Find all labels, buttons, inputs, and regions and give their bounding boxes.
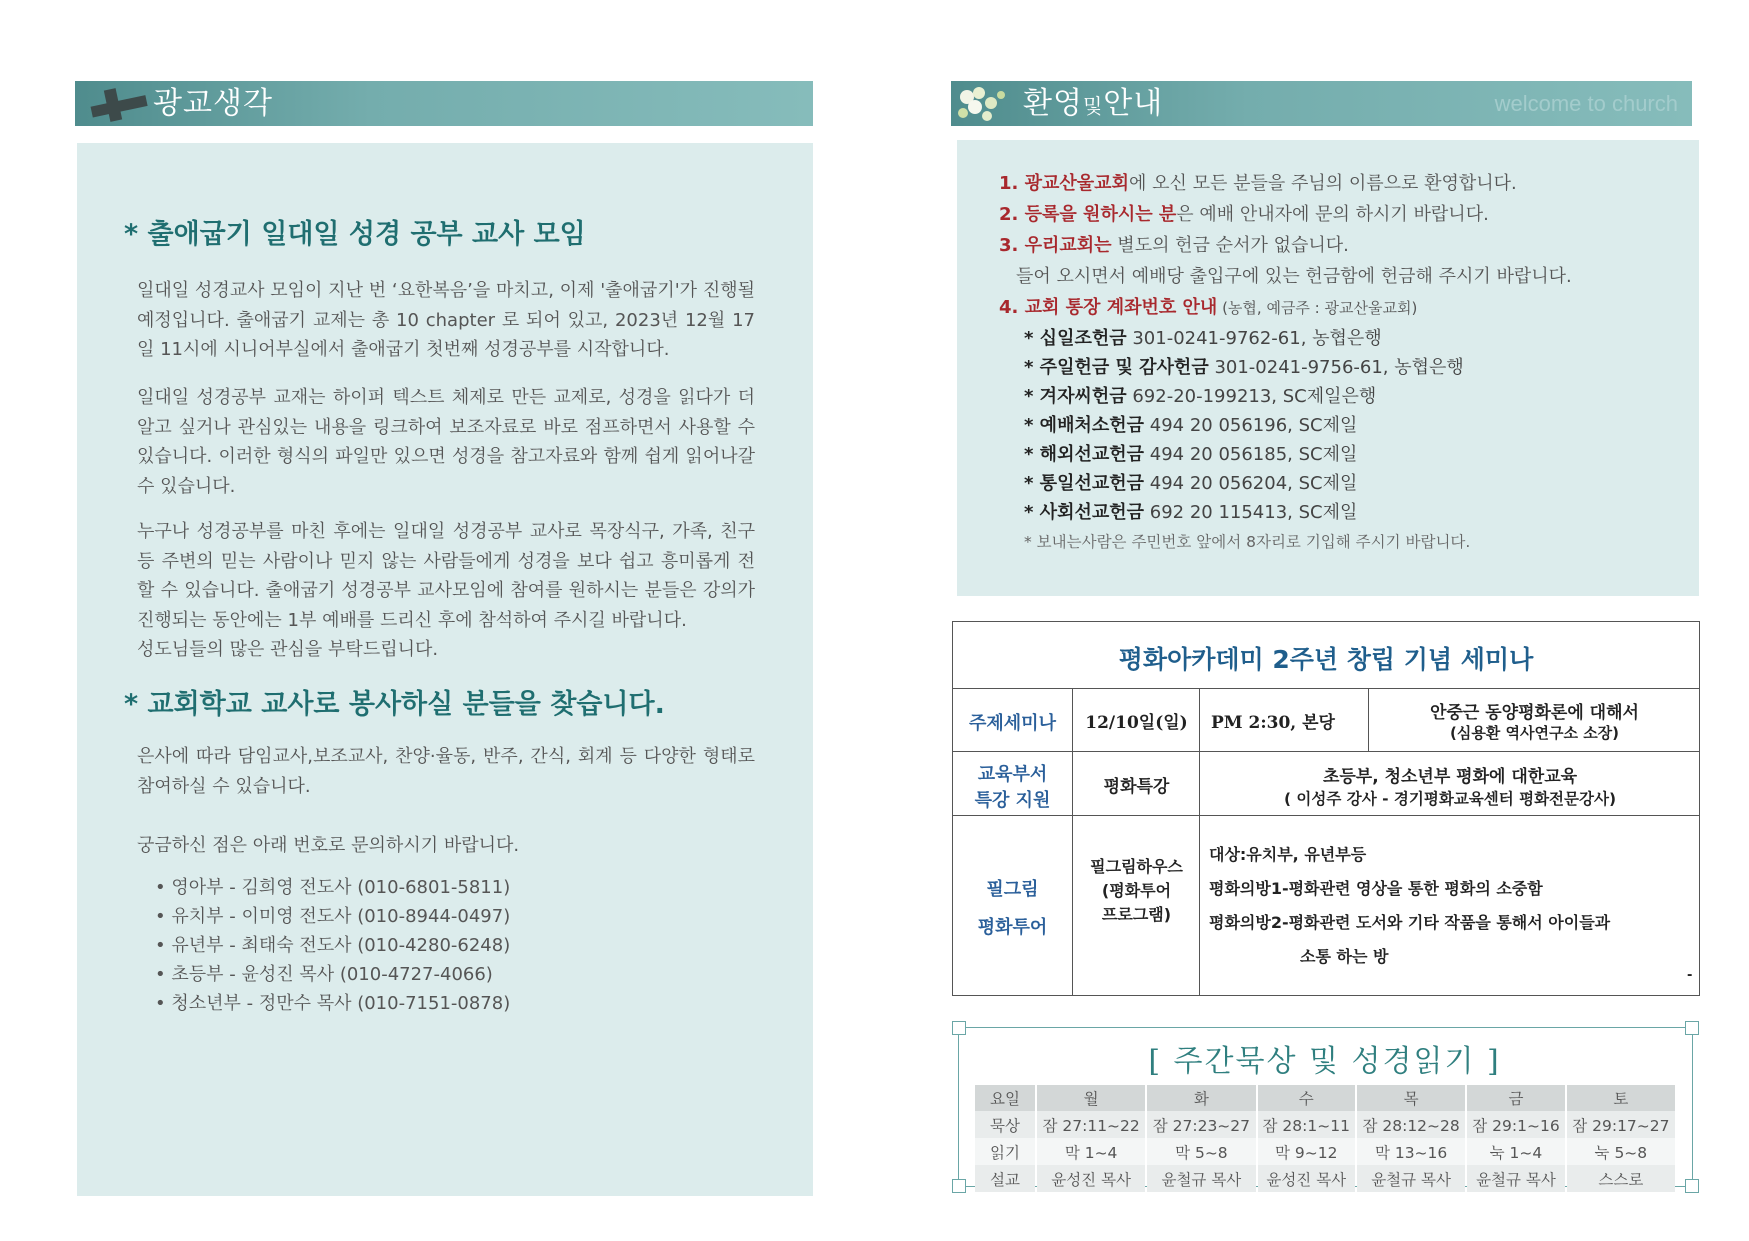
welcome-item-4: 4. 교회 통장 계좌번호 안내 (농협, 예금주 : 광교산울교회) [999, 297, 1418, 318]
flower-icon [953, 83, 1013, 125]
row3-place-line1: 필그림하우스 [1090, 857, 1183, 876]
list-item: • 초등부 - 윤성진 목사 (010-4727-4066) [155, 964, 493, 985]
row1-topic: 안중근 동양평화론에 대해서 [1430, 703, 1639, 723]
row-divider [953, 688, 1699, 689]
table-cell: 눅 5~8 [1567, 1138, 1675, 1165]
row3-label-line1: 필그림 [986, 879, 1039, 900]
table-cell: 윤철규 목사 [1467, 1165, 1564, 1192]
row-divider [953, 815, 1699, 816]
list-item: • 유년부 - 최태숙 전도사 (010-4280-6248) [155, 935, 511, 956]
weekly-table [973, 1085, 1677, 1192]
row3-place-line2: (평화투어 [1101, 881, 1172, 900]
account-row: * 주일헌금 및 감사헌금 301-0241-9756-61, 농협은행 [1024, 357, 1464, 378]
section2-paragraph: 은사에 따라 담임교사,보조교사, 찬양·율동, 반주, 간식, 회계 등 다양한 형태로 참여하실 수 있습니다. [137, 746, 755, 797]
col-divider [1368, 688, 1369, 751]
table-cell: 막 9~12 [1258, 1138, 1355, 1165]
table-header-cell: 화 [1147, 1085, 1255, 1111]
row1-label: 주제세미나 [969, 713, 1056, 734]
account-row: * 사회선교헌금 692 20 115413, SC제일 [1024, 502, 1358, 523]
left-header-bar [75, 81, 813, 126]
corner-ornament-icon [1685, 1179, 1699, 1193]
table-header-cell: 수 [1258, 1085, 1355, 1111]
table-header-cell: 월 [1037, 1085, 1145, 1111]
section1-paragraph-4: 성도님들의 많은 관심을 부탁드립니다. [137, 639, 439, 660]
row3-label-line2: 평화투어 [977, 917, 1048, 938]
row1-time: PM 2:30, 본당 [1211, 713, 1335, 733]
row1-date: 12/10일(일) [1085, 713, 1188, 733]
left-header-title: 광교생각 [153, 86, 273, 121]
col-divider [1199, 688, 1200, 995]
header-title-main: 환영 [1023, 86, 1083, 121]
list-item: • 영아부 - 김희영 전도사 (010-6801-5811) [155, 877, 511, 898]
corner-ornament-icon [1685, 1021, 1699, 1035]
corner-ornament-icon [952, 1179, 966, 1193]
table-cell: 묵상 [975, 1111, 1035, 1138]
account-list [1024, 324, 1470, 557]
table-row [975, 1165, 1675, 1192]
table-cell: 잠 28:12~28 [1357, 1111, 1465, 1138]
table-cell: 스스로 [1567, 1165, 1675, 1192]
account-row: * 겨자씨헌금 692-20-199213, SC제일은행 [1024, 386, 1377, 407]
header-title-small: 및 [1082, 94, 1104, 118]
list-item: • 청소년부 - 정만수 목사 (010-7151-0878) [155, 993, 511, 1014]
row3-mark: - [1687, 968, 1693, 983]
table-row [975, 1138, 1675, 1165]
welcome-list [999, 168, 1572, 324]
inquiry-text: 궁금하신 점은 아래 번호로 문의하시기 바랍니다. [137, 835, 520, 856]
table-header-cell: 목 [1357, 1085, 1465, 1111]
row2-label-line2: 특강 지원 [974, 790, 1051, 811]
table-cell: 막 1~4 [1037, 1138, 1145, 1165]
col-divider [1072, 688, 1073, 995]
table-cell: 윤철규 목사 [1147, 1165, 1255, 1192]
welcome-item-2: 2. 등록을 원하시는 분은 예배 안내자에 문의 하시기 바랍니다. [999, 204, 1489, 225]
table-cell: 윤성진 목사 [1258, 1165, 1355, 1192]
account-note: * 보내는사람은 주민번호 앞에서 8자리로 기입해 주시기 바랍니다. [1024, 533, 1471, 551]
row2-type: 평화특강 [1103, 777, 1170, 797]
table-row [975, 1111, 1675, 1138]
header-title-end: 안내 [1103, 86, 1164, 121]
section2-title: * 교회학교 교사로 봉사하실 분들을 찾습니다. [124, 689, 665, 720]
account-row: * 통일선교헌금 494 20 056204, SC제일 [1024, 473, 1358, 494]
welcome-header-bar [951, 81, 1692, 126]
seminar-title: 평화아카데미 2주년 창립 기념 세미나 [1118, 645, 1534, 674]
table-header-row [975, 1085, 1675, 1111]
row3-place-line3: 프로그램) [1101, 905, 1172, 924]
table-cell: 잠 29:1~16 [1467, 1111, 1564, 1138]
section1-paragraph-3: 누구나 성경공부를 마친 후에는 일대일 성경공부 교사로 목장식구, 가족, 친구 등 주변의 믿는 사람이나 믿지 않는 사람들에게 성경을 보다 쉽고 흥미롭게 전할 수 있습니다. 출애굽기 성경공부 교사모임에 참여를 원하시는 분들은 강의가 진행되는 동안에는 1부 예배를 드리신 후에 참석하여 주시길 바랍니다. [137, 521, 755, 631]
corner-ornament-icon [952, 1021, 966, 1035]
welcome-item-3-line2: 들어 오시면서 예배당 출입구에 있는 헌금함에 헌금해 주시기 바랍니다. [1016, 266, 1572, 287]
cross-icon [83, 87, 153, 123]
table-cell: 막 13~16 [1357, 1138, 1465, 1165]
row-divider [953, 751, 1699, 752]
table-cell: 잠 27:23~27 [1147, 1111, 1255, 1138]
table-cell: 막 5~8 [1147, 1138, 1255, 1165]
row2-label-line1: 교육부서 [977, 764, 1048, 785]
account-row: * 예배처소헌금 494 20 056196, SC제일 [1024, 415, 1358, 436]
welcome-item-1: 1. 광교산울교회에 오신 모든 분들을 주님의 이름으로 환영합니다. [999, 173, 1517, 194]
header-watermark: welcome to church [1494, 91, 1678, 116]
section1-title: * 출애굽기 일대일 성경 공부 교사 모임 [124, 219, 586, 250]
row1-speaker: (심용환 역사연구소 소장) [1449, 724, 1620, 742]
row2-speaker: ( 이성주 강사 - 경기평화교육센터 평화전문강사) [1283, 790, 1617, 808]
section1-paragraph-1: 일대일 성경교사 모임이 지난 번 ‘요한복음’을 마치고, 이제 '출애굽기'가 진행될 예정입니다. 출애굽기 교제는 총 10 chapter 로 되어 있고, 2023년 12월 17일 11시에 시니어부실에서 출애굽기 첫번째 성경공부를 시작합니다. [137, 280, 755, 360]
contact-list [155, 873, 510, 1018]
row3-line3: 평화의방2-평화관련 도서와 기타 작품을 통해서 아이들과 [1209, 913, 1611, 932]
seminar-table [952, 621, 1700, 996]
row2-topic: 초등부, 청소년부 평화에 대한교육 [1322, 767, 1578, 787]
table-cell: 잠 27:11~22 [1037, 1111, 1145, 1138]
welcome-item-3: 3. 우리교회는 별도의 헌금 순서가 없습니다. [999, 235, 1349, 256]
welcome-header-title [1023, 81, 1163, 129]
section1-paragraph-2: 일대일 성경공부 교재는 하이퍼 텍스트 체제로 만든 교제로, 성경을 읽다가 더 알고 싶거나 관심있는 내용을 링크하여 보조자료로 바로 점프하면서 사용할 수 있습니다. 이러한 형식의 파일만 있으면 성경을 참고자료와 함께 쉽게 읽어나갈 수 있습니다. [137, 387, 755, 497]
row3-line1: 대상:유치부, 유년부등 [1209, 845, 1367, 864]
row3-line2: 평화의방1-평화관련 영상을 통한 평화의 소중함 [1209, 879, 1543, 898]
table-header-cell: 금 [1467, 1085, 1564, 1111]
table-header-cell: 토 [1567, 1085, 1675, 1111]
table-cell: 잠 29:17~27 [1567, 1111, 1675, 1138]
table-cell: 설교 [975, 1165, 1035, 1192]
account-row: * 해외선교헌금 494 20 056185, SC제일 [1024, 444, 1358, 465]
list-item: • 유치부 - 이미영 전도사 (010-8944-0497) [155, 906, 511, 927]
table-cell: 읽기 [975, 1138, 1035, 1165]
table-cell: 잠 28:1~11 [1258, 1111, 1355, 1138]
row3-line4: 소통 하는 방 [1300, 947, 1389, 966]
table-header-cell: 요일 [975, 1085, 1035, 1111]
table-cell: 눅 1~4 [1467, 1138, 1564, 1165]
table-cell: 윤철규 목사 [1357, 1165, 1465, 1192]
weekly-title: [ 주간묵상 및 성경읽기 ] [1148, 1044, 1501, 1079]
table-cell: 윤성진 목사 [1037, 1165, 1145, 1192]
account-row: * 십일조헌금 301-0241-9762-61, 농협은행 [1024, 328, 1382, 349]
